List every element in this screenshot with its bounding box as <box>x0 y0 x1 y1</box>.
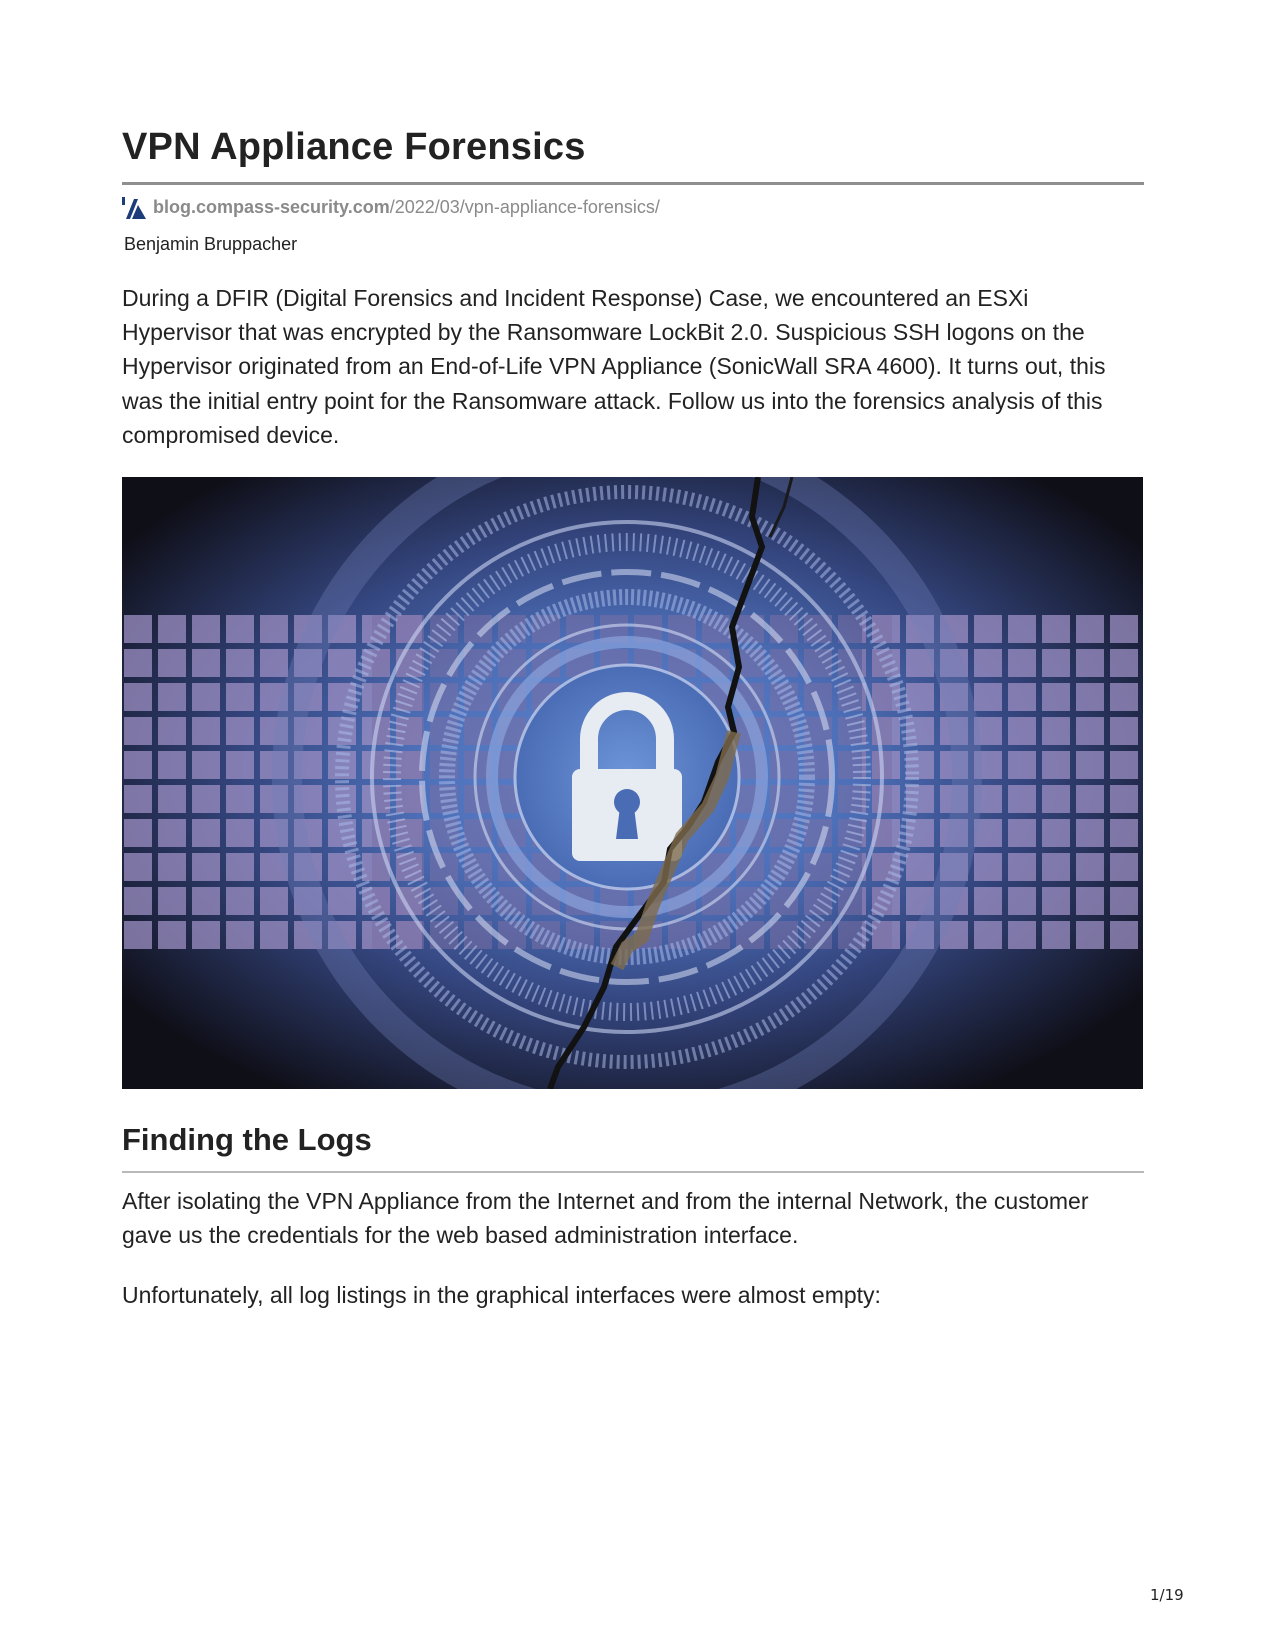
source-path: /2022/03/vpn-appliance-forensics/ <box>389 196 660 217</box>
section-divider <box>122 1171 1144 1173</box>
page-title: VPN Appliance Forensics <box>122 126 586 168</box>
paragraph: After isolating the VPN Appliance from the Internet and from the internal Network, the customer gave us the credentials for the web based administration interface. <box>122 1188 1089 1249</box>
title-divider <box>122 182 1144 185</box>
author-name: Benjamin Bruppacher <box>124 234 298 254</box>
section-heading: Finding the Logs <box>122 1122 372 1157</box>
hero-image <box>122 477 1143 1089</box>
page-number: 1/19 <box>1150 1586 1184 1604</box>
paragraph: Unfortunately, all log listings in the graphical interfaces were almost empty: <box>122 1282 881 1308</box>
compass-security-logo-icon <box>122 195 146 219</box>
source-domain: blog.compass-security.com <box>153 196 390 217</box>
intro-paragraph: During a DFIR (Digital Forensics and Incident Response) Case, we encountered an ESXi Hypervisor that was encrypted by the Ransomware LockBit 2.0. Suspicious SSH logons on the Hypervisor originated from an End-of-Life VPN Appliance (SonicWall SRA 4600). It turns out, this was the initial entry point for the Ransomware attack. Follow us into the forensics analysis of this compromised device. <box>122 285 1106 448</box>
source-link[interactable] <box>122 193 660 221</box>
